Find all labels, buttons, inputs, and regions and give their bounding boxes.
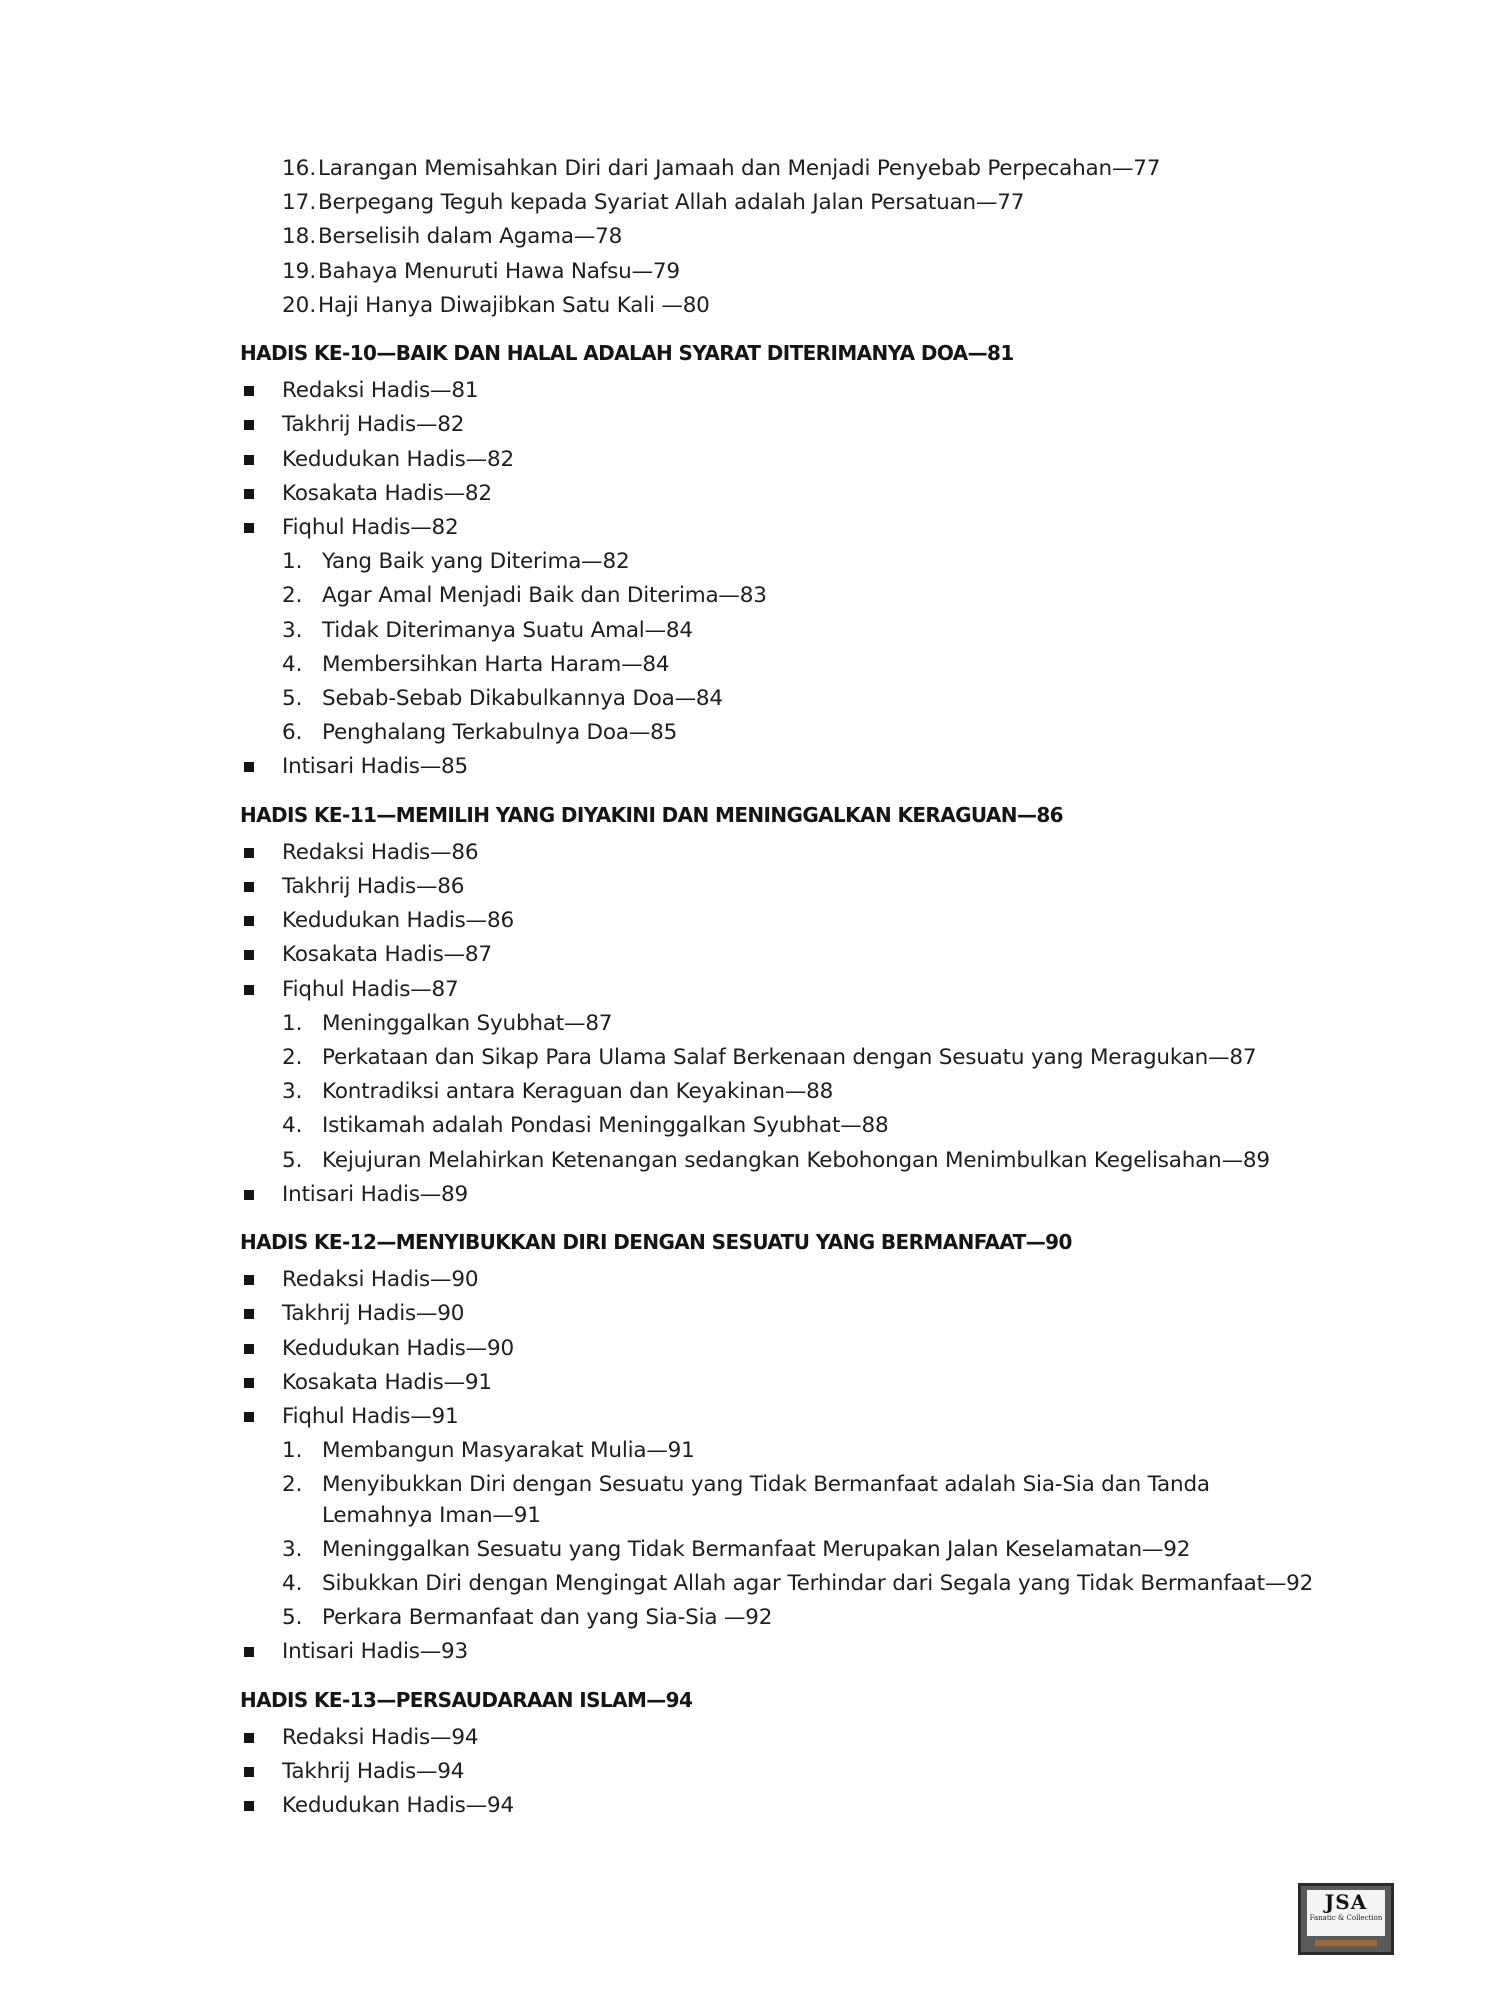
bullet-icon (244, 1275, 254, 1285)
section-heading: HADIS KE-12—MENYIBUKKAN DIRI DENGAN SESUATU YANG BERMANFAAT—90 (240, 1230, 1072, 1254)
bullet-icon (244, 1647, 254, 1657)
toc-subitem: Bahaya Menuruti Hawa Nafsu—79 (318, 258, 680, 284)
toc-item: Kosakata Hadis—82 (282, 480, 492, 506)
bullet-icon (244, 489, 254, 499)
toc-subitem-number: 1. (282, 549, 303, 575)
toc-subitem-number: 4. (282, 1571, 303, 1596)
toc-subitem: Kejujuran Melahirkan Ketenangan sedangkan Kebohongan Menimbulkan Kegelisahan—89 (322, 1147, 1270, 1173)
section-heading: HADIS KE-10—BAIK DAN HALAL ADALAH SYARAT DITERIMANYA DOA—81 (240, 341, 1014, 365)
toc-subitem-number: 5. (282, 686, 303, 711)
toc-subitem-number: 3. (282, 1079, 303, 1105)
toc-subitem: Agar Amal Menjadi Baik dan Diterima—83 (322, 583, 767, 609)
toc-subitem: Meninggalkan Sesuatu yang Tidak Bermanfaat Merupakan Jalan Keselamatan—92 (322, 1536, 1191, 1562)
toc-subitem: Haji Hanya Diwajibkan Satu Kali —80 (318, 292, 710, 318)
toc-item: Fiqhul Hadis—82 (282, 515, 459, 540)
toc-subitem: Membersihkan Harta Haram—84 (322, 651, 670, 677)
toc-subitem-number: 2. (282, 1472, 303, 1498)
logo-screen (1307, 1890, 1385, 1936)
toc-item: Kedudukan Hadis—94 (282, 1793, 514, 1819)
toc-subitem-number: 5. (282, 1147, 303, 1173)
bullet-icon (244, 420, 254, 430)
toc-subitem: Berselisih dalam Agama—78 (318, 224, 623, 250)
toc-subitem: Meninggalkan Syubhat—87 (322, 1010, 613, 1036)
toc-subitem-number: 1. (282, 1010, 303, 1036)
toc-subitem-number: 2. (282, 1045, 303, 1070)
publisher-logo (1298, 1883, 1394, 1955)
bullet-icon (244, 1767, 254, 1777)
toc-subitem: Perkataan dan Sikap Para Ulama Salaf Berkenaan dengan Sesuatu yang Meragukan—87 (322, 1045, 1257, 1070)
toc-item: Fiqhul Hadis—91 (282, 1404, 459, 1429)
logo-base (1315, 1940, 1377, 1946)
toc-subitem-number: 19. (282, 258, 317, 284)
toc-subitem-number: 20. (282, 292, 317, 318)
toc-item: Intisari Hadis—85 (282, 754, 469, 780)
toc-subitem: Membangun Masyarakat Mulia—91 (322, 1438, 695, 1464)
toc-item: Redaksi Hadis—86 (282, 839, 479, 865)
bullet-icon (244, 985, 254, 995)
toc-item: Redaksi Hadis—81 (282, 378, 479, 404)
toc-item: Redaksi Hadis—90 (282, 1267, 479, 1293)
toc-subitem-number: 4. (282, 1113, 303, 1139)
toc-subitem: Istikamah adalah Pondasi Meninggalkan Syubhat—88 (322, 1113, 889, 1139)
toc-subitem: Larangan Memisahkan Diri dari Jamaah dan Menjadi Penyebab Perpecahan—77 (318, 156, 1161, 181)
toc-subitem: Penghalang Terkabulnya Doa—85 (322, 720, 678, 746)
toc-subitem-number: 5. (282, 1605, 303, 1631)
bullet-icon (244, 1801, 254, 1811)
section-heading: HADIS KE-11—MEMILIH YANG DIYAKINI DAN MENINGGALKAN KERAGUAN—86 (240, 802, 1063, 827)
toc-item: Intisari Hadis—93 (282, 1639, 469, 1665)
toc-subitem: Sebab-Sebab Dikabulkannya Doa—84 (322, 686, 723, 711)
bullet-icon (244, 455, 254, 465)
logo-title: JSA (1324, 1890, 1368, 1914)
bullet-icon (244, 882, 254, 892)
toc-item: Kosakata Hadis—91 (282, 1369, 492, 1395)
bullet-icon (244, 1190, 254, 1200)
toc-item: Takhrij Hadis—90 (282, 1301, 465, 1327)
toc-subitem: Perkara Bermanfaat dan yang Sia-Sia —92 (322, 1605, 773, 1631)
bullet-icon (244, 523, 254, 533)
toc-subitem: Menyibukkan Diri dengan Sesuatu yang Tidak Bermanfaat adalah Sia-Sia dan Tanda (322, 1472, 1210, 1498)
toc-item: Takhrij Hadis—82 (282, 412, 465, 438)
toc-subitem: Tidak Diterimanya Suatu Amal—84 (322, 617, 693, 643)
toc-item: Redaksi Hadis—94 (282, 1724, 479, 1750)
logo-subtitle: Fanatic & Collection (1309, 1914, 1383, 1922)
toc-subitem-number: 16. (282, 156, 317, 181)
toc-subitem-number: 18. (282, 224, 317, 250)
bullet-icon (244, 1733, 254, 1743)
toc-subitem-number: 17. (282, 190, 317, 216)
bullet-icon (244, 848, 254, 858)
toc-item: Kosakata Hadis—87 (282, 942, 492, 968)
toc-subitem: Yang Baik yang Diterima—82 (322, 549, 630, 575)
bullet-icon (244, 1309, 254, 1319)
bullet-icon (244, 1412, 254, 1422)
toc-subitem-number: 3. (282, 617, 303, 643)
toc-subitem-number: 4. (282, 651, 303, 677)
toc-subitem-number: 3. (282, 1536, 303, 1562)
bullet-icon (244, 1344, 254, 1354)
section-heading: HADIS KE-13—PERSAUDARAAN ISLAM—94 (240, 1687, 693, 1712)
toc-subitem-continuation: Lemahnya Iman—91 (322, 1502, 541, 1528)
bullet-icon (244, 916, 254, 926)
toc-item: Kedudukan Hadis—90 (282, 1335, 514, 1361)
toc-subitem: Kontradiksi antara Keraguan dan Keyakinan—88 (322, 1079, 834, 1105)
toc-subitem-number: 6. (282, 720, 303, 746)
toc-item: Fiqhul Hadis—87 (282, 976, 459, 1002)
bullet-icon (244, 950, 254, 960)
toc-item: Kedudukan Hadis—86 (282, 908, 514, 934)
bullet-icon (244, 386, 254, 396)
bullet-icon (244, 1378, 254, 1388)
bullet-icon (244, 762, 254, 772)
toc-subitem: Berpegang Teguh kepada Syariat Allah adalah Jalan Persatuan—77 (318, 190, 1025, 216)
toc-item: Takhrij Hadis—94 (282, 1759, 465, 1784)
toc-item: Intisari Hadis—89 (282, 1181, 469, 1207)
toc-item: Kedudukan Hadis—82 (282, 446, 514, 472)
toc-subitem: Sibukkan Diri dengan Mengingat Allah agar Terhindar dari Segala yang Tidak Bermanfaat—92 (322, 1571, 1314, 1596)
toc-subitem-number: 2. (282, 583, 303, 609)
toc-subitem-number: 1. (282, 1438, 303, 1464)
toc-item: Takhrij Hadis—86 (282, 874, 465, 899)
